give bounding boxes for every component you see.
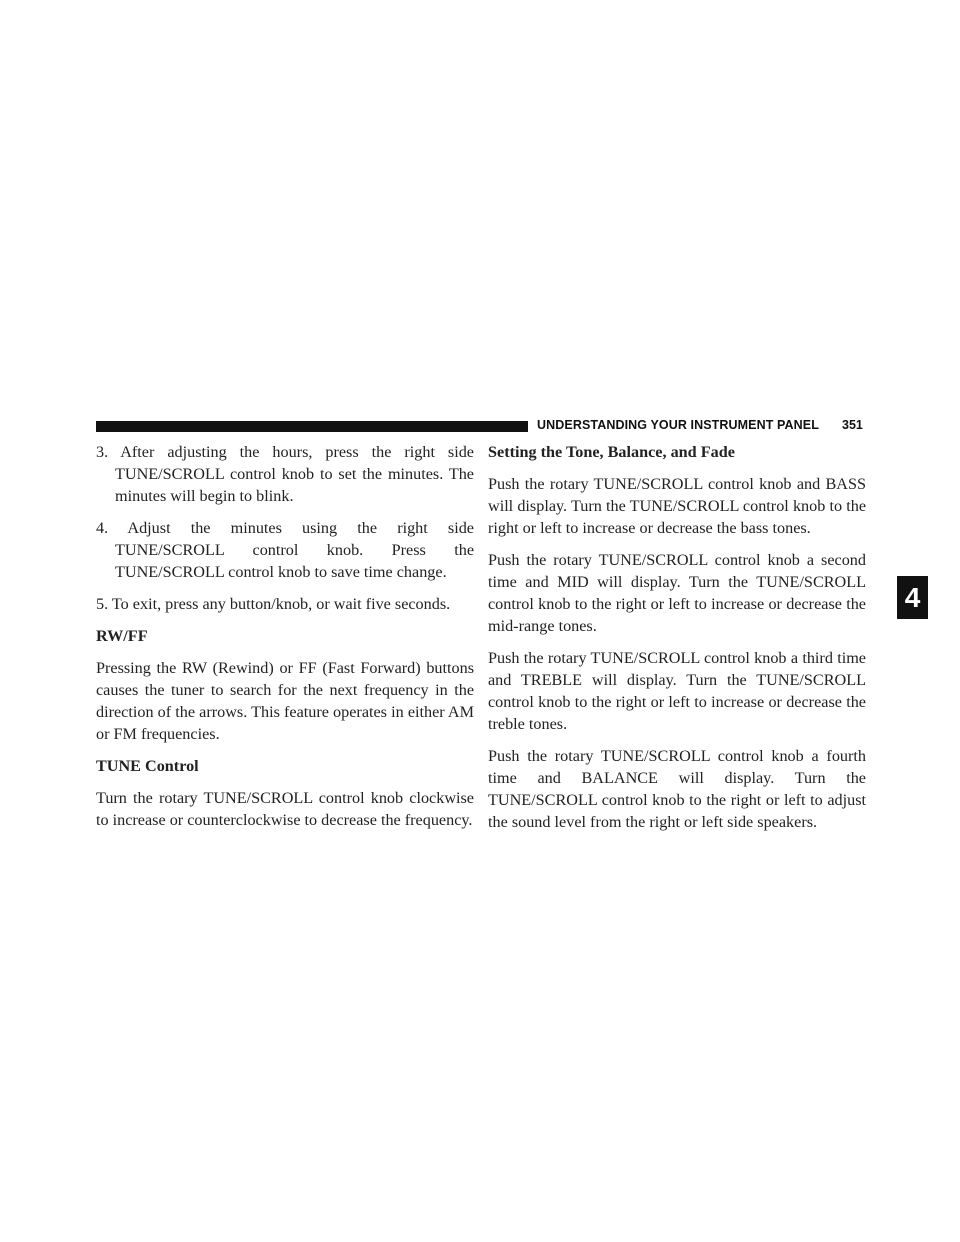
bass-paragraph: Push the rotary TUNE/SCROLL control knob and BASS will display. Turn the TUNE/SCROLL control knob to the right or left to increase or decrease the bass tones. [488, 475, 866, 537]
list-item-4: 4. Adjust the minutes using the right side TUNE/SCROLL control knob. Press the TUNE/SCROLL control knob to save time change. [96, 519, 474, 581]
mid-paragraph: Push the rotary TUNE/SCROLL control knob a second time and MID will display. Turn the TUNE/SCROLL control knob to the right or left to increase or decrease the mid-range tones. [488, 551, 866, 635]
rwff-heading: RW/FF [96, 627, 148, 645]
chapter-tab: 4 [897, 576, 928, 619]
balance-paragraph: Push the rotary TUNE/SCROLL control knob a fourth time and BALANCE will display. Turn the TUNE/SCROLL control knob to the right or left to adjust the sound level from the right or left side speakers. [488, 747, 866, 831]
page-number: 351 [842, 418, 863, 432]
section-title: UNDERSTANDING YOUR INSTRUMENT PANEL [537, 418, 819, 432]
left-column [96, 441, 474, 841]
rwff-paragraph: Pressing the RW (Rewind) or FF (Fast Forward) buttons causes the tuner to search for the next frequency in the direction of the arrows. This feature operates in either AM or FM frequencies. [96, 659, 474, 743]
right-column [488, 441, 866, 843]
list-item-3: 3. After adjusting the hours, press the right side TUNE/SCROLL control knob to set the minutes. The minutes will begin to blink. [96, 443, 474, 505]
treble-paragraph: Push the rotary TUNE/SCROLL control knob a third time and TREBLE will display. Turn the TUNE/SCROLL control knob to the right or left to increase or decrease the treble tones. [488, 649, 866, 733]
tone-balance-fade-heading: Setting the Tone, Balance, and Fade [488, 443, 735, 461]
header-rule [96, 421, 528, 432]
list-item-5: 5. To exit, press any button/knob, or wait five seconds. [96, 595, 451, 613]
tune-control-heading: TUNE Control [96, 757, 199, 775]
tune-control-paragraph: Turn the rotary TUNE/SCROLL control knob clockwise to increase or counterclockwise to decrease the frequency. [96, 789, 474, 829]
